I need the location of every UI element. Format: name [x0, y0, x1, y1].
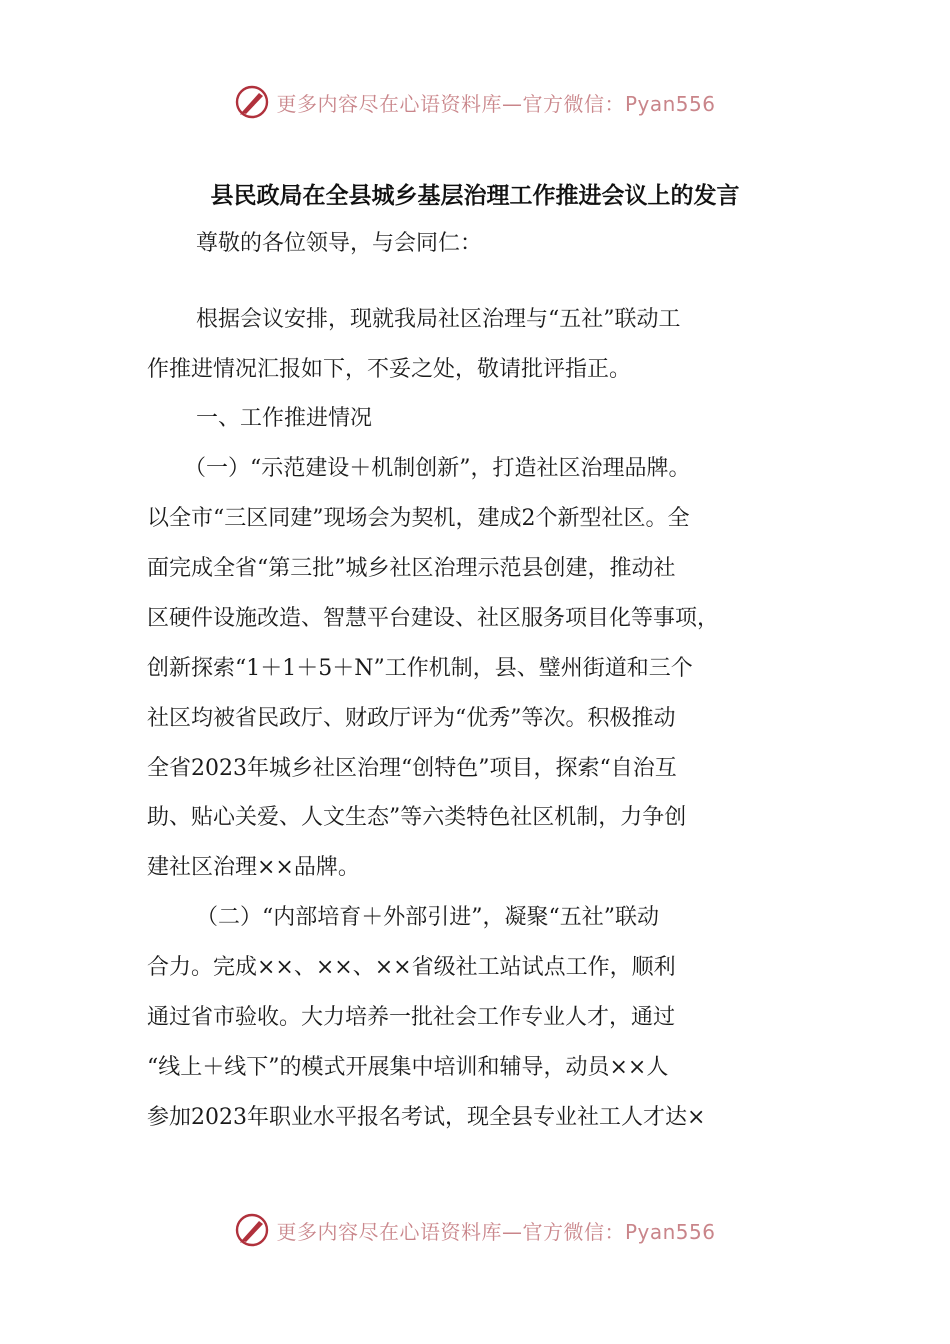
text-line: 全省2023年城乡社区治理“创特色”项目，探索“自治互: [147, 756, 677, 781]
text-line: 参加2023年职业水平报名考试，现全县专业社工人才达×: [147, 1105, 706, 1130]
document-title: 县民政局在全县城乡基层治理工作推进会议上的发言: [210, 183, 740, 209]
text-line: 以全市“三区同建”现场会为契机，建成2个新型社区。全: [147, 506, 690, 531]
pen-logo-icon: [234, 1212, 270, 1248]
text-line: “线上＋线下”的模式开展集中培训和辅导，动员××人: [147, 1055, 669, 1080]
text-line: 助、贴心关爱、人文生态”等六类特色社区机制，力争创: [147, 805, 687, 830]
watermark-header: [0, 82, 950, 122]
text-line: 根据会议安排，现就我局社区治理与“五社”联动工: [196, 307, 681, 332]
section-heading: 一、工作推进情况: [196, 406, 373, 431]
text-line: （一）“示范建设＋机制创新”，打造社区治理品牌。: [184, 456, 691, 481]
text-line: 建社区治理××品牌。: [147, 855, 360, 880]
watermark-text: 更多内容尽在心语资料库—官方微信：Pyan556: [276, 1219, 716, 1244]
text-line: 合力。完成××、××、××省级社工站试点工作，顺利: [147, 955, 676, 980]
text-line: 区硬件设施改造、智慧平台建设、社区服务项目化等事项，: [147, 606, 720, 631]
text-line: 作推进情况汇报如下，不妥之处，敬请批评指正。: [147, 357, 632, 382]
text-line: 尊敬的各位领导，与会同仁：: [196, 231, 483, 256]
pen-logo-icon: [234, 84, 270, 120]
text-line: （二）“内部培育＋外部引进”，凝聚“五社”联动: [196, 905, 659, 930]
watermark-footer: [0, 1210, 950, 1250]
text-line: 社区均被省民政厅、财政厅评为“优秀”等次。积极推动: [147, 706, 676, 731]
text-line: 创新探索“1＋1＋5＋N”工作机制，县、璧州街道和三个: [147, 656, 693, 681]
text-line: 面完成全省“第三批”城乡社区治理示范县创建，推动社: [147, 556, 676, 581]
text-line: 通过省市验收。大力培养一批社会工作专业人才，通过: [147, 1005, 676, 1030]
watermark-text: 更多内容尽在心语资料库—官方微信：Pyan556: [276, 91, 716, 116]
